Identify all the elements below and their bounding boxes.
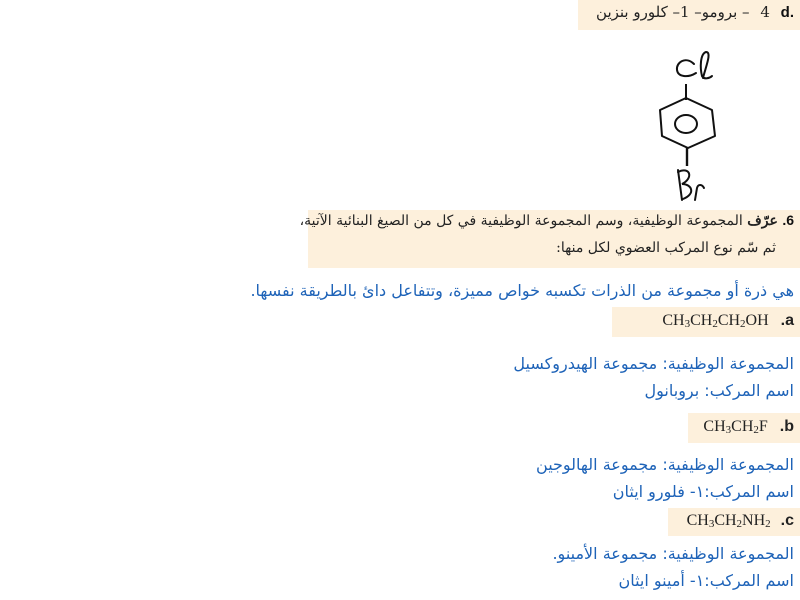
item-a-name: اسم المركب: بروبانول: [644, 381, 794, 400]
item-c-formula: $CH_3CH_2NH_2$: [686, 512, 771, 530]
item-c-letter: .c: [780, 512, 794, 529]
item-a-group: المجموعة الوظيفية: مجموعة الهيدروكسيل: [513, 354, 794, 373]
item-c-name: اسم المركب:١- أمينو ايثان: [618, 571, 794, 590]
item-a-formula-row: [662, 312, 794, 330]
question6-line1-text: المجموعة الوظيفية، وسم المجموعة الوظيفية في كل من الصيغ البنائية الآتية،: [299, 213, 748, 229]
aromatic-circle: [675, 115, 697, 133]
question6-line2: ثم سّم نوع المركب العضوي لكل منها:: [556, 240, 776, 256]
item-d-letter: d.: [780, 4, 794, 21]
item-d-name: – برومو– 1– كلورو بنزين: [596, 3, 750, 21]
benzene-structure: [620, 48, 750, 208]
item-d-row: [596, 3, 794, 27]
item-a-formula: $CH_3CH_2CH_2OH$: [662, 312, 769, 330]
item-b-formula: $CH_3CH_2F$: [703, 418, 768, 436]
item-d-number: 4: [760, 3, 770, 21]
chlorine-label: [677, 52, 712, 78]
bromine-label: [678, 170, 704, 200]
definition-answer: هي ذرة أو مجموعة من الذرات تكسبه خواص مميزة، وتتفاعل دائ بالطريقة نفسها.: [250, 281, 794, 300]
item-b-group: المجموعة الوظيفية: مجموعة الهالوجين: [536, 455, 794, 474]
item-a-letter: .a: [780, 312, 794, 329]
question6-number: 6.: [782, 212, 794, 228]
item-b-formula-row: [703, 418, 794, 436]
item-b-letter: .b: [779, 418, 794, 435]
question6-line1: [300, 212, 794, 229]
item-c-formula-row: [687, 512, 794, 530]
question6-bold-word: عرّف: [747, 213, 778, 229]
benzene-ring: [660, 98, 715, 148]
item-c-group: المجموعة الوظيفية: مجموعة الأمينو.: [552, 544, 794, 563]
item-b-name: اسم المركب:١- فلورو ايثان: [612, 482, 794, 501]
